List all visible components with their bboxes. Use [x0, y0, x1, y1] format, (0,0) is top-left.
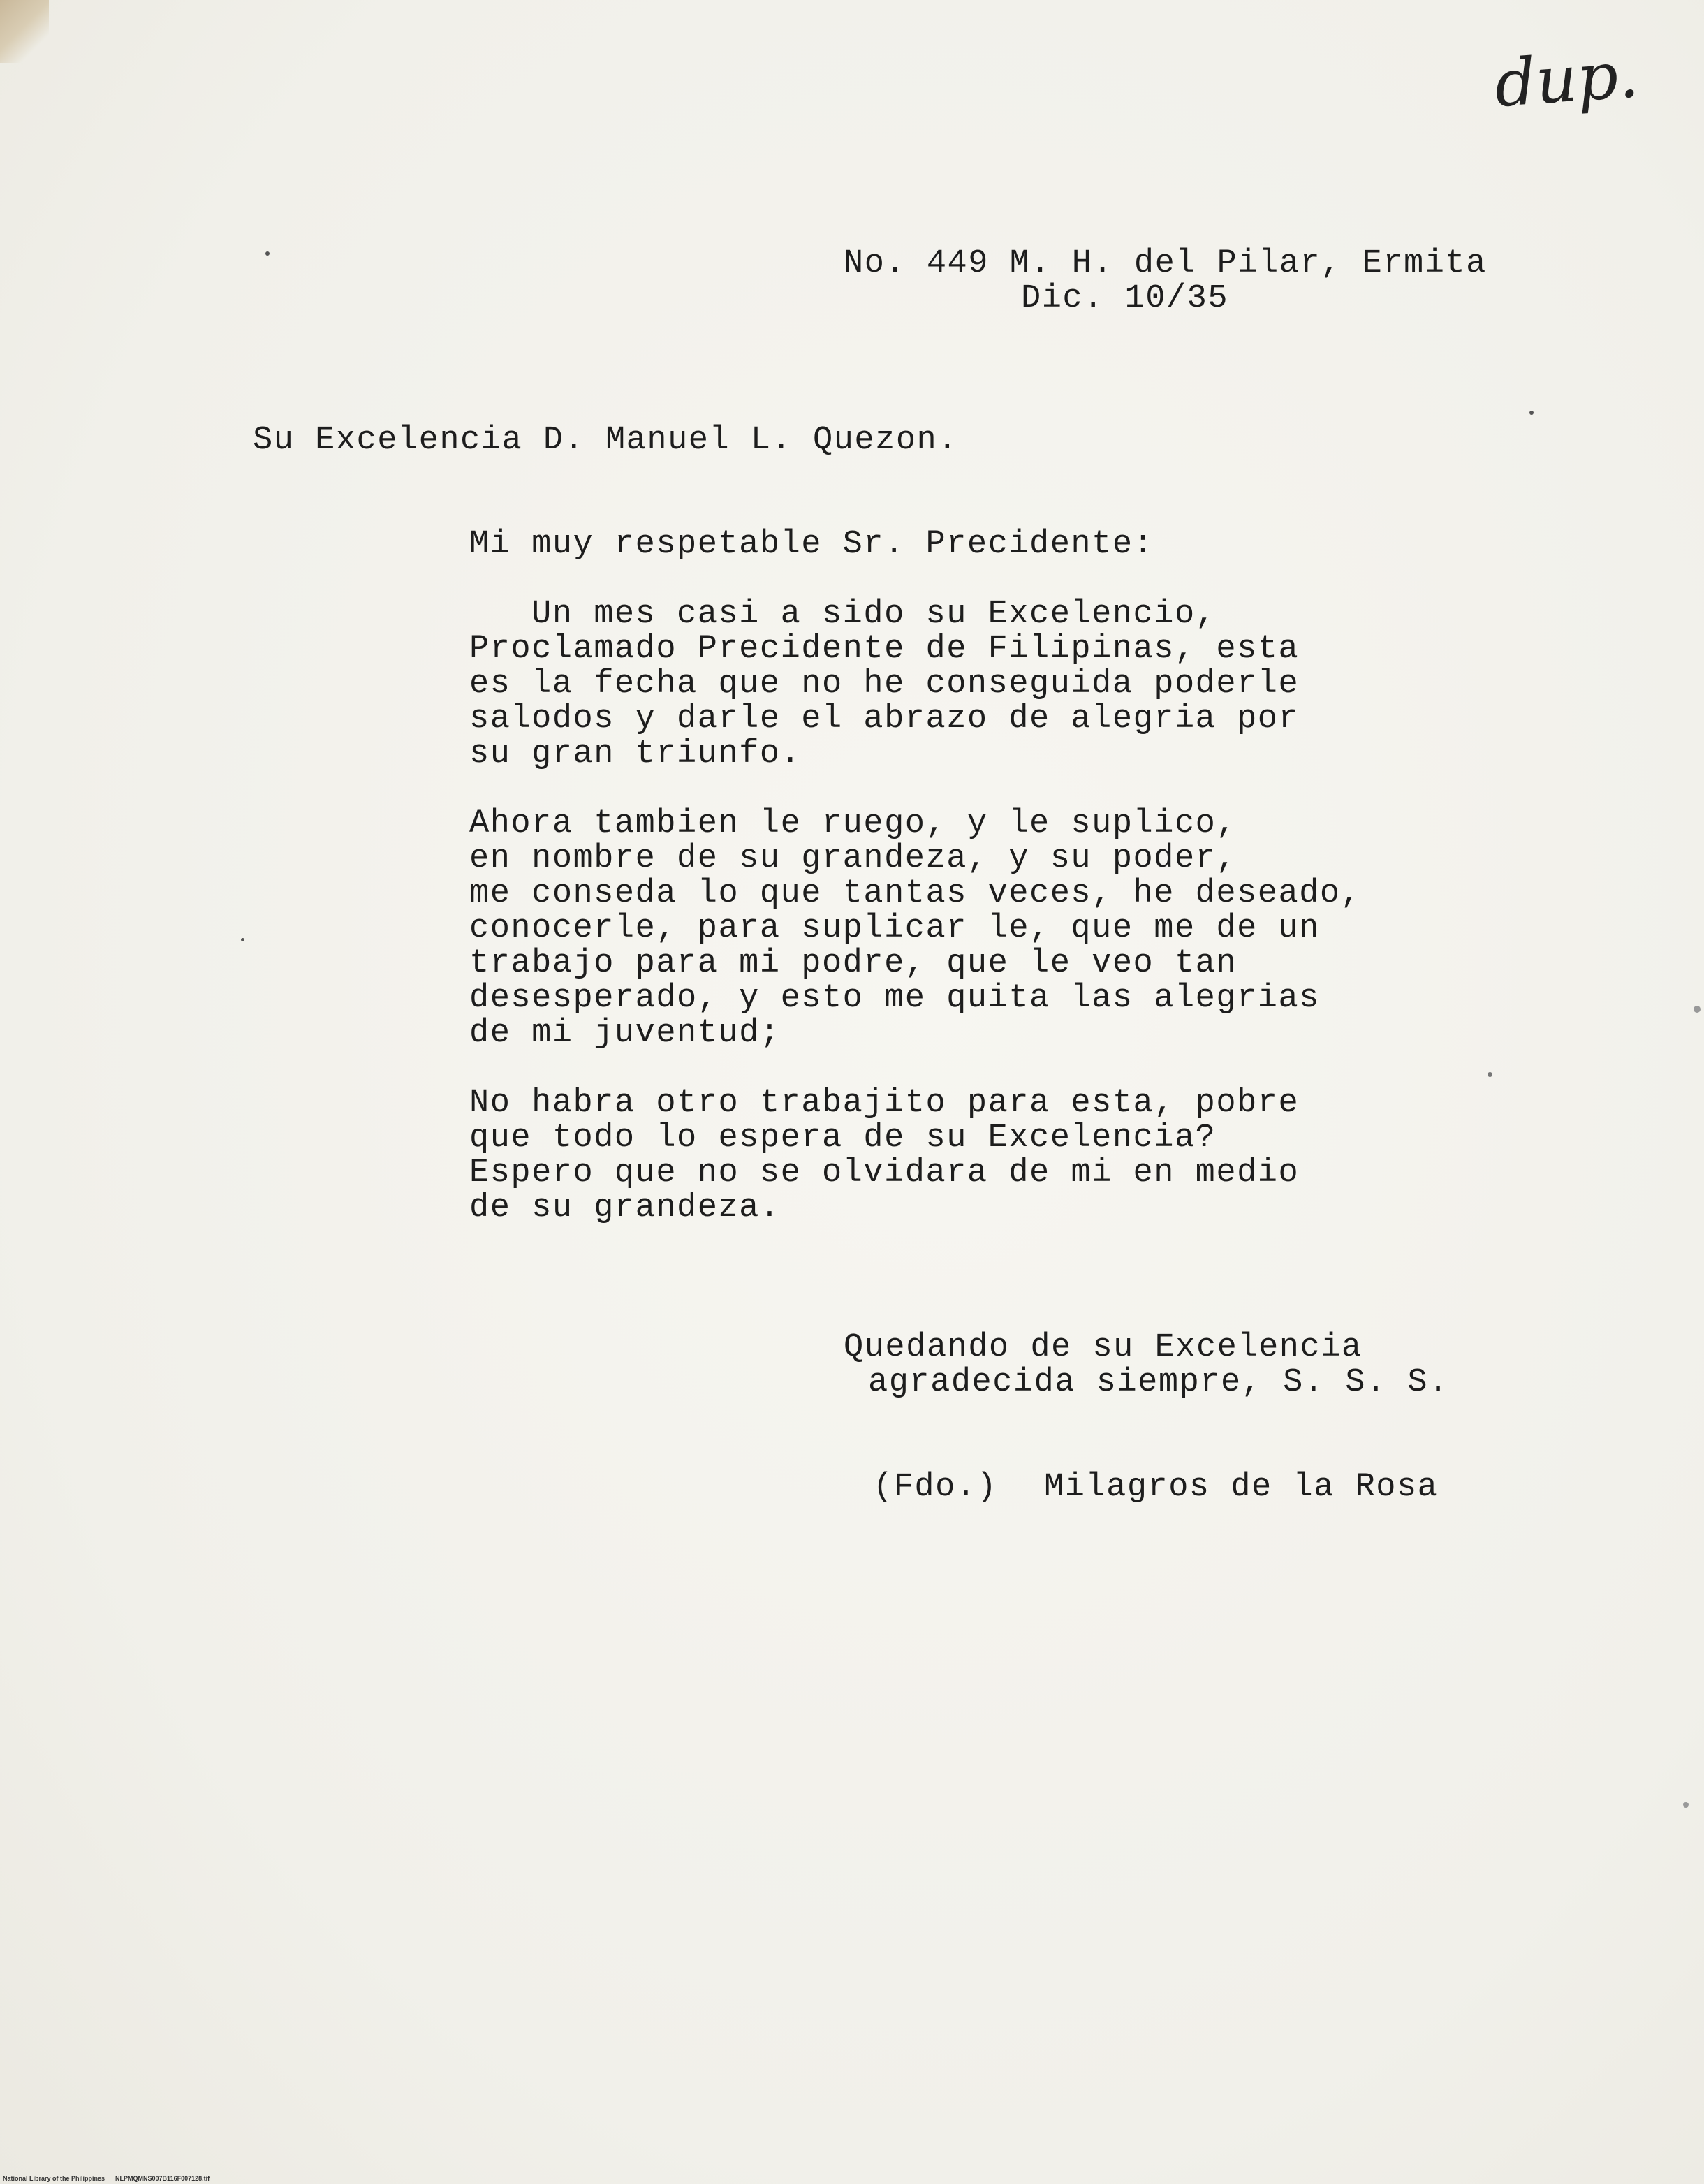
paper-speck [1488, 1072, 1492, 1077]
paper-speck [1529, 411, 1534, 415]
signature-prefix: (Fdo.) [873, 1469, 998, 1506]
paragraph-line: que todo lo espera de su Excelencia? [469, 1120, 1217, 1157]
paragraph-line: su gran triunfo. [469, 735, 802, 772]
torn-corner [0, 0, 49, 63]
paragraph-line: No habra otro trabajito para esta, pobre [469, 1085, 1300, 1122]
paragraph-line: Proclamado Precidente de Filipinas, esta [469, 631, 1300, 668]
address-line: No. 449 M. H. del Pilar, Ermita [844, 245, 1487, 282]
paper-speck [241, 938, 244, 941]
footer-filename: NLPMQMNS007B116F007128.tif [115, 2175, 210, 2182]
paragraph-line: salodos y darle el abrazo de alegria por [469, 701, 1300, 738]
paper-speck [1683, 1802, 1689, 1808]
paragraph-line: Un mes casi a sido su Excelencio, [469, 596, 1217, 633]
paper-speck [1694, 1006, 1701, 1013]
signature-name: Milagros de la Rosa [1044, 1469, 1439, 1506]
salutation: Mi muy respetable Sr. Precidente: [469, 526, 1154, 563]
paragraph-line: Ahora tambien le ruego, y le suplico, [469, 805, 1237, 842]
paragraph-line: desesperado, y esto me quita las alegrias [469, 980, 1320, 1017]
paragraph-line: en nombre de su grandeza, y su poder, [469, 840, 1237, 877]
closing-line-1: Quedando de su Excelencia [844, 1329, 1363, 1366]
paragraph-line: trabajo para mi podre, que le veo tan [469, 945, 1237, 982]
footer-library: National Library of the Philippines [3, 2175, 105, 2182]
paragraph-line: de su grandeza. [469, 1189, 781, 1226]
closing-line-2: agradecida siempre, S. S. S. [868, 1364, 1449, 1401]
handwritten-annotation: dup. [1492, 36, 1641, 122]
paragraph-line: conocerle, para suplicar le, que me de un [469, 910, 1320, 947]
recipient: Su Excelencia D. Manuel L. Quezon. [253, 422, 958, 459]
paragraph-line: es la fecha que no he conseguida poderle [469, 666, 1300, 703]
scan-footer [3, 2175, 210, 2182]
paragraph-line: me conseda lo que tantas veces, he deseado, [469, 875, 1362, 912]
letter-date: Dic. 10/35 [1021, 280, 1229, 317]
paragraph-line: de mi juventud; [469, 1015, 781, 1052]
paper-speck [265, 251, 270, 256]
paragraph-line: Espero que no se olvidara de mi en medio [469, 1155, 1300, 1192]
